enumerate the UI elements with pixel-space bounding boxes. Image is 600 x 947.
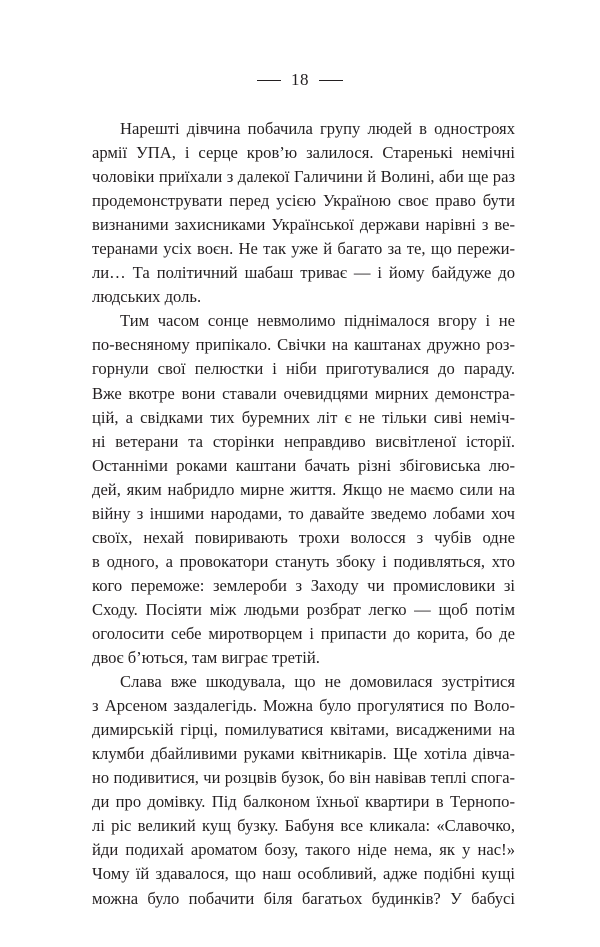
text-line: визнаними захисниками Української держави нарівні з ве- [92,215,515,235]
text-line: Сходу. Посіяти між людьми розбрат легко — щоб потім [92,599,515,619]
body-text [92,117,515,911]
text-line: продемонструвати перед усією Україною своє право бути [92,191,515,211]
text-line: війну з іншими народами, то давайте зведемо лобами хоч [92,503,515,523]
text-line: Слава вже шкодувала, що не домовилася зустрітися [120,672,515,692]
text-line: Чому їй здавалося, що наш особливий, адже подібні кущі [92,864,515,884]
text-line: Тим часом сонце невмолимо піднімалося вгору і не [120,311,515,331]
text-line: но подивитися, чи розцвів бузок, бо він навівав теплі спога- [92,768,515,788]
text-line: йди подихай ароматом бозу, такого ніде нема, як у нас!» [92,840,515,860]
text-line: чоловіки приїхали з далекої Галичини й Волині, аби ще раз [92,167,515,187]
text-line: цій, а свідками тих буремних літ є не тільки сиві неміч- [92,407,515,427]
text-line: кого переможе: землероби з Заходу чи промисловики зі [92,575,515,595]
text-line: Вже вкотре вони ставали очевидцями мирних демонстра- [92,383,515,403]
paragraph [92,309,515,670]
header-rule-left [257,80,281,81]
text-line: лі ріс великий кущ бузку. Бабуня все кликала: «Славочко, [92,816,515,836]
text-line: в одного, а провокатори стануть збоку і подивляться, хто [92,551,515,571]
paragraph [92,670,515,910]
text-line: димирській гірці, помилуватися квітами, висадженими на [92,720,515,740]
paragraph [92,117,515,309]
text-line: армії УПА, і серце кров’ю залилося. Старенькі немічні [92,143,515,163]
text-line: Нарешті дівчина побачила групу людей в одностроях [120,119,515,138]
text-line: дей, яким набридло мирне життя. Якщо не маємо сили на [92,479,515,499]
text-line: двоє б’ються, там виграє третій. [92,648,320,668]
text-line: горнули свої пелюстки і ніби приготувалися до параду. [92,359,515,379]
text-line: можна було побачити біля багатьох будинків? У бабусі [92,888,515,908]
text-line: ли… Та політичний шабаш триває — і йому байдуже до [92,263,515,283]
text-line: теранами усіх воєн. Не так уже й багато за те, що пережи- [92,239,515,259]
text-line: ди про домівку. Під балконом їхньої квартири в Тернопо- [92,792,515,812]
text-line: своїх, нехай повиривають трохи волосся з чубів одне [92,527,515,547]
page-header [0,66,600,94]
text-line: з Арсеном заздалегідь. Можна було прогулятися по Воло- [92,696,515,716]
text-line: по-весняному припікало. Свічки на каштанах дружно роз- [92,335,515,355]
text-line: оголосити себе миротворцем і припасти до корита, бо де [92,623,515,643]
header-rule-right [319,80,343,81]
page-number: 18 [291,70,309,89]
text-line: клумби дбайливими руками квітникарів. Ще хотіла дівча- [92,744,515,764]
text-line: ні ветерани та сторінки неправдиво висвітленої історії. [92,431,515,451]
text-line: Останніми роками каштани бачать різні збіговиська лю- [92,455,515,475]
text-line: людських доль. [92,287,202,307]
